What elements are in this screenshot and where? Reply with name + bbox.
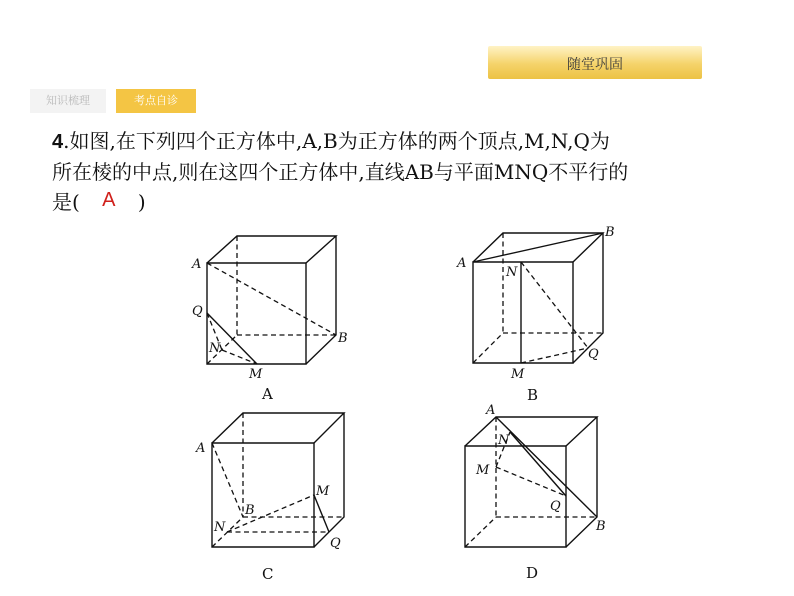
figure-d-caption: D xyxy=(526,564,539,582)
figure-c-label-a: A xyxy=(196,441,206,456)
figure-a-label-n: N xyxy=(209,341,221,356)
figure-a xyxy=(191,236,348,403)
figure-c-line-ab xyxy=(212,443,243,517)
figure-d-top-face xyxy=(465,417,597,446)
figure-d-label-m: M xyxy=(476,463,490,478)
section-badge-label: 随堂巩固 xyxy=(567,57,623,73)
question-number: 4 xyxy=(52,131,64,153)
figure-b-hidden-depth xyxy=(473,333,503,363)
figure-a-line-ab xyxy=(207,263,336,335)
figure-d xyxy=(465,403,606,582)
figure-c-label-n: N xyxy=(214,520,226,535)
figure-c-label-m: M xyxy=(316,484,330,499)
figure-d-hidden-depth xyxy=(465,517,496,547)
answer-open-paren: 是( xyxy=(52,190,80,214)
figure-b-line-nq xyxy=(521,262,588,348)
figure-b-caption: B xyxy=(527,386,539,404)
figure-a-label-q: Q xyxy=(192,304,203,319)
figure-b xyxy=(456,225,615,404)
tab-knowledge-review-label: 知识梳理 xyxy=(46,94,90,107)
figure-c-right-face xyxy=(314,413,344,547)
figure-c xyxy=(195,413,344,583)
figure-b-label-m: M xyxy=(511,367,525,382)
figure-d-label-q: Q xyxy=(550,499,561,514)
answer-text: A xyxy=(102,189,116,211)
figure-c-label-b: B xyxy=(245,503,255,518)
figure-b-label-a: A xyxy=(457,256,467,271)
figure-a-right-face xyxy=(306,236,336,364)
figure-a-label-b: B xyxy=(338,331,348,346)
figure-a-caption: A xyxy=(262,385,273,403)
figure-a-top-face xyxy=(207,236,336,263)
figure-c-line-mq xyxy=(314,495,329,532)
figure-a-line-nm xyxy=(222,350,257,364)
question-line-1-text: .如图,在下列四个正方体中,A,B为正方体的两个顶点,M,N,Q为 xyxy=(63,129,610,153)
figure-d-label-n: N xyxy=(498,433,510,448)
tab-self-test-label: 考点自诊 xyxy=(134,94,178,107)
figure-b-label-b: B xyxy=(605,225,615,240)
figure-b-right-face xyxy=(573,233,603,363)
figure-c-label-q: Q xyxy=(330,536,341,551)
figure-b-line-mq xyxy=(521,348,588,363)
figure-d-label-a: A xyxy=(486,403,496,418)
figure-b-line-ab xyxy=(473,233,603,262)
figure-d-line-nq xyxy=(510,432,566,496)
figure-d-right-face xyxy=(566,417,597,547)
figure-c-line-nm xyxy=(227,495,314,532)
figure-b-label-q: Q xyxy=(588,347,599,362)
figure-a-label-m: M xyxy=(249,367,263,382)
figure-b-label-n: N xyxy=(506,265,518,280)
figure-a-label-a: A xyxy=(192,257,202,272)
figure-c-caption: C xyxy=(262,565,274,583)
question-line-2: 所在棱的中点,则在这四个正方体中,直线AB与平面MNQ不平行的 xyxy=(52,160,629,184)
figure-d-label-b: B xyxy=(596,519,606,534)
figure-c-top-face xyxy=(212,413,344,443)
answer-close-paren: ) xyxy=(137,190,146,214)
figure-d-line-mq xyxy=(496,467,566,496)
